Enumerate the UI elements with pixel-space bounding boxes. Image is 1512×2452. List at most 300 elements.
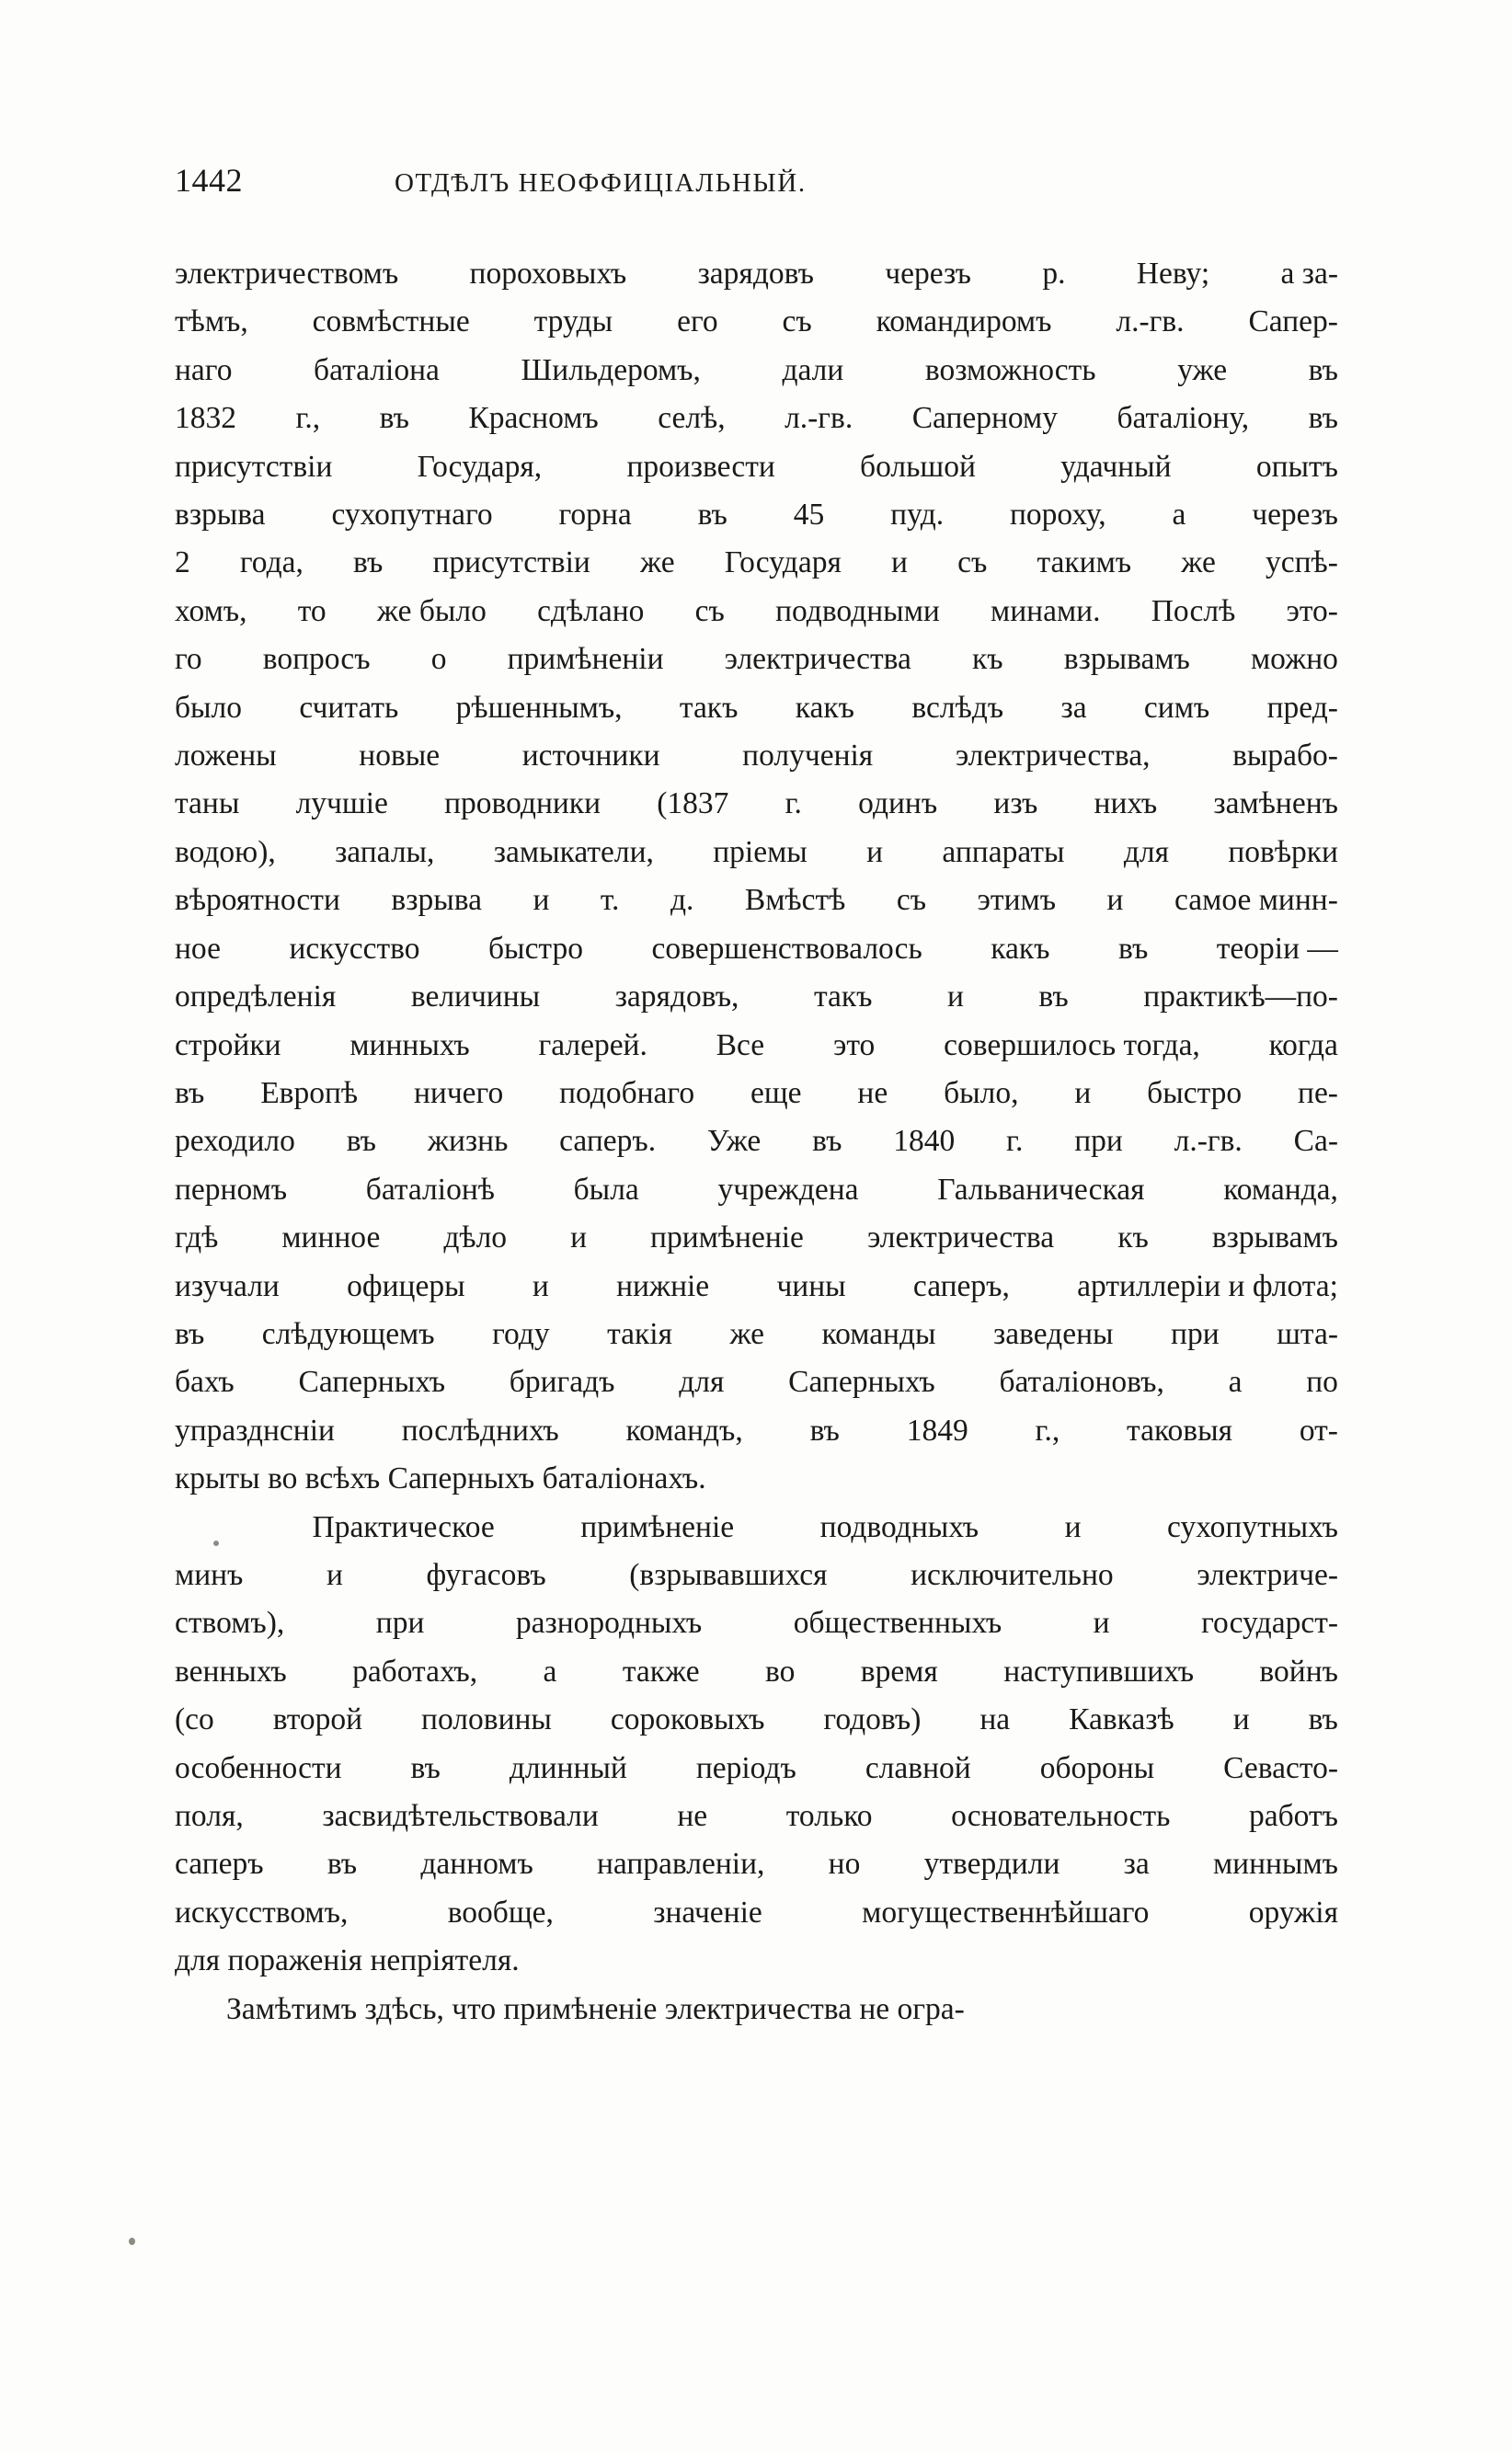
word: электриче-: [1197, 1557, 1338, 1592]
paragraph: [175, 1986, 1338, 2034]
word: вырабо-: [1232, 739, 1338, 773]
paper-speck: [213, 1541, 219, 1546]
text-line: [175, 250, 1338, 298]
word: го: [175, 642, 202, 677]
word: такъ: [813, 980, 873, 1014]
word: лучшіе: [295, 786, 388, 821]
word: Замѣтимъ: [226, 1991, 358, 2026]
running-title: ОТДѢЛЪ НЕОФФИЦІАЛЬНЫЙ.: [395, 168, 807, 198]
text-line: [175, 1117, 1338, 1165]
word: такимъ: [1037, 545, 1132, 580]
word: примѣненіе: [580, 1509, 735, 1544]
word: какъ: [795, 690, 855, 725]
word: въ: [326, 1847, 358, 1882]
word: удачный: [1060, 449, 1172, 484]
word: значеніе: [653, 1895, 762, 1930]
word: величины: [410, 980, 541, 1014]
word: источники: [521, 739, 660, 773]
text-line: [175, 1263, 1338, 1311]
word: на: [979, 1702, 1011, 1737]
word: въ: [1308, 401, 1338, 436]
word: при: [1074, 1124, 1123, 1159]
word: и: [1064, 1509, 1082, 1544]
word: и: [326, 1557, 343, 1592]
word: годовъ): [823, 1702, 922, 1737]
word: хомъ,: [175, 593, 247, 628]
word: саперъ.: [559, 1124, 657, 1159]
word: нижніе: [616, 1268, 710, 1303]
word: можно: [1250, 642, 1338, 677]
text-line: [175, 780, 1338, 828]
word: же было: [376, 593, 487, 628]
text-line: [175, 395, 1338, 442]
word: (1837: [657, 786, 729, 821]
word: минами.: [991, 593, 1101, 628]
word: баталіонахъ.: [542, 1461, 706, 1496]
word: и: [533, 883, 550, 918]
word: и: [1093, 1606, 1110, 1641]
text-line: [175, 1552, 1338, 1599]
word: взрывамъ: [1211, 1220, 1338, 1255]
word: Неву;: [1136, 257, 1210, 291]
word: запалы,: [335, 834, 435, 869]
text-line: [175, 1889, 1338, 1937]
word: практикѣ—по-: [1143, 980, 1338, 1014]
word: работахъ,: [352, 1654, 478, 1689]
word: но: [828, 1847, 861, 1882]
word: общественныхъ: [793, 1606, 1002, 1641]
word: въ: [379, 401, 409, 436]
word: государст-: [1201, 1606, 1338, 1641]
word: съ: [782, 304, 812, 339]
word: здѣсь,: [364, 1991, 444, 2026]
word: въ: [410, 1750, 441, 1785]
word: второй: [272, 1702, 363, 1737]
word: же: [729, 1316, 765, 1351]
text-line: [175, 732, 1338, 780]
word: галерей.: [538, 1027, 647, 1062]
word: основательность: [951, 1799, 1171, 1833]
word: 45: [793, 498, 825, 533]
word: артиллеріи и флота;: [1077, 1268, 1338, 1303]
word: только: [785, 1799, 873, 1833]
word: Государя,: [417, 449, 543, 484]
word: къ: [1117, 1220, 1149, 1255]
word: баталіона: [314, 352, 440, 387]
word: замѣненъ: [1213, 786, 1338, 821]
word: Саперныхъ: [298, 1365, 446, 1400]
text-line: [175, 925, 1338, 973]
word: вопросъ: [262, 642, 371, 677]
word: когда: [1268, 1027, 1338, 1062]
word: присутствіи: [175, 449, 333, 484]
text-line: [175, 1358, 1338, 1406]
word: повѣрки: [1228, 834, 1338, 869]
text-line: [175, 1311, 1338, 1358]
word: Уже: [706, 1124, 762, 1159]
word: ствомъ),: [175, 1606, 285, 1641]
word: съ: [694, 593, 725, 628]
word: упразднсніи: [175, 1413, 335, 1448]
word: за: [1123, 1847, 1150, 1882]
word: 1849: [906, 1413, 968, 1448]
word: тѣмъ,: [175, 304, 248, 339]
word: совершилось тогда,: [944, 1027, 1200, 1062]
word: подобнаго: [559, 1075, 695, 1110]
word: проводники: [444, 786, 601, 821]
word: минныхъ: [349, 1027, 470, 1062]
word: дали: [782, 352, 844, 387]
word: считать: [299, 690, 399, 725]
text-line: [175, 491, 1338, 539]
word: что: [452, 1991, 497, 2026]
word: рѣшеннымъ,: [455, 690, 623, 725]
word: же: [1181, 545, 1216, 580]
word: сороковыхъ: [610, 1702, 765, 1737]
text-line: [175, 1696, 1338, 1744]
word: электричества,: [955, 739, 1151, 773]
word: это-: [1286, 593, 1338, 628]
word: Практическое: [312, 1509, 495, 1544]
word: (со: [175, 1702, 214, 1737]
paper-speck: [129, 2238, 135, 2245]
word: утвердили: [923, 1847, 1060, 1882]
word: л.-гв.: [785, 401, 853, 436]
word: вслѣдъ: [911, 690, 1004, 725]
word: г.,: [295, 401, 321, 436]
word: саперъ: [175, 1847, 264, 1882]
word: теоріи —: [1216, 931, 1338, 966]
word: въ: [346, 1124, 377, 1159]
word: могущественнѣйшаго: [862, 1895, 1150, 1930]
word: въ: [1038, 980, 1069, 1014]
word: нихъ: [1094, 786, 1158, 821]
word: а: [543, 1654, 557, 1689]
word: командъ,: [625, 1413, 743, 1448]
word: возможность: [924, 352, 1096, 387]
word: водою),: [175, 834, 276, 869]
page-header: [175, 161, 1343, 200]
word: подводныхъ: [819, 1509, 979, 1544]
word: ное: [175, 931, 221, 966]
text-line: [175, 1648, 1338, 1696]
word: черезъ: [885, 257, 971, 291]
word: взрыва: [175, 498, 266, 533]
word: не: [857, 1075, 888, 1110]
word: замыкатели,: [493, 834, 654, 869]
word: въ: [353, 545, 384, 580]
word: бахъ: [175, 1365, 235, 1400]
word: о: [430, 642, 447, 677]
word: и: [866, 834, 884, 869]
word: подводными: [775, 593, 940, 628]
word: при: [1171, 1316, 1220, 1351]
word: а: [1172, 498, 1186, 533]
word: л.-гв.: [1174, 1124, 1243, 1159]
word: дѣло: [443, 1220, 508, 1255]
word: такъ: [679, 690, 739, 725]
text-line: [175, 877, 1338, 924]
word: офицеры: [347, 1268, 465, 1303]
word: селѣ,: [658, 401, 726, 436]
word: и: [1106, 883, 1124, 918]
word: бригадъ: [509, 1365, 615, 1400]
word: длинный: [509, 1750, 627, 1785]
word: сухопутнаго: [331, 498, 493, 533]
word: аппараты: [942, 834, 1065, 869]
word: его: [677, 304, 718, 339]
word: электричества: [664, 1991, 852, 2026]
word: Саперному: [911, 401, 1058, 436]
word: и: [946, 980, 964, 1014]
word: сдѣлано: [537, 593, 645, 628]
text-line: [175, 588, 1338, 636]
word: Гальваническая: [937, 1172, 1145, 1207]
word: горна: [558, 498, 632, 533]
word: во: [268, 1461, 298, 1496]
word: вообще,: [447, 1895, 554, 1930]
word: въ: [1308, 1702, 1338, 1737]
word: ложены: [175, 739, 277, 773]
word: года,: [239, 545, 304, 580]
word: т.: [600, 883, 620, 918]
text-line: [175, 1840, 1338, 1888]
word: по: [1306, 1365, 1338, 1400]
word: примѣненіе: [503, 1991, 658, 2026]
text-line: [175, 347, 1338, 395]
word: одинъ: [858, 786, 938, 821]
word: самое минн-: [1174, 883, 1338, 918]
word: искусствомъ,: [175, 1895, 349, 1930]
word: и: [532, 1268, 549, 1303]
word: послѣднихъ: [401, 1413, 559, 1448]
word: г.: [785, 786, 802, 821]
word: это: [832, 1027, 876, 1062]
word: (взрывавшихся: [629, 1557, 828, 1592]
word: учреждена: [717, 1172, 859, 1207]
word: изъ: [993, 786, 1038, 821]
word: миннымъ: [1212, 1847, 1338, 1882]
word: огра-: [897, 1991, 965, 2026]
word: жизнь: [427, 1124, 509, 1159]
word: пораженія: [227, 1943, 363, 1978]
text-line: [175, 1986, 1338, 2034]
text-line: [175, 1599, 1338, 1647]
word: взрывамъ: [1063, 642, 1190, 677]
word: труды: [533, 304, 613, 339]
word: въ: [809, 1413, 840, 1448]
word: команда,: [1223, 1172, 1338, 1207]
word: 2: [175, 545, 190, 580]
text-line: [175, 636, 1338, 683]
word: а: [1228, 1365, 1243, 1400]
word: л.-гв.: [1116, 304, 1185, 339]
text-line: [175, 1166, 1338, 1214]
word: году: [492, 1316, 550, 1351]
word: баталіону,: [1117, 401, 1250, 436]
word: таны: [175, 786, 240, 821]
word: г.,: [1035, 1413, 1060, 1448]
word: полученія: [742, 739, 874, 773]
word: реходило: [175, 1124, 295, 1159]
word: электричества: [724, 642, 911, 677]
text-line: [175, 829, 1338, 877]
text-line: [175, 1504, 1338, 1552]
word: исключительно: [911, 1557, 1114, 1592]
word: также: [622, 1654, 700, 1689]
word: была: [573, 1172, 639, 1207]
word: время: [860, 1654, 938, 1689]
word: саперъ,: [912, 1268, 1010, 1303]
word: съ: [896, 883, 927, 918]
word: направленіи,: [597, 1847, 765, 1882]
word: Севасто-: [1223, 1750, 1338, 1785]
word: д.: [670, 883, 694, 918]
word: ничего: [413, 1075, 504, 1110]
word: славной: [865, 1750, 971, 1785]
word: пороховыхъ: [469, 257, 627, 291]
word: стройки: [175, 1027, 281, 1062]
word: Красномъ: [468, 401, 599, 436]
word: успѣ-: [1265, 545, 1338, 580]
word: от-: [1299, 1413, 1338, 1448]
word: и: [1232, 1702, 1250, 1737]
word: къ: [972, 642, 1003, 677]
word: минъ: [175, 1557, 244, 1592]
word: наго: [175, 352, 233, 387]
word: и: [891, 545, 908, 580]
word: а за-: [1280, 257, 1338, 291]
word: 1832: [175, 401, 236, 436]
word: совмѣстные: [312, 304, 470, 339]
word: гдѣ: [175, 1220, 219, 1255]
word: сухопутныхъ: [1167, 1509, 1338, 1544]
word: въ: [1308, 352, 1338, 387]
word: Саперныхъ: [788, 1365, 935, 1400]
word: произвести: [626, 449, 775, 484]
text-line: [175, 298, 1338, 346]
word: не: [859, 1991, 890, 2026]
word: изучали: [175, 1268, 280, 1303]
word: искусство: [289, 931, 420, 966]
word: г.: [1006, 1124, 1024, 1159]
word: Сапер-: [1248, 304, 1338, 339]
text-line: [175, 1455, 1338, 1503]
word: баталіонѣ: [365, 1172, 495, 1207]
word: особенности: [175, 1750, 342, 1785]
word: этимъ: [977, 883, 1057, 918]
word: быстро: [488, 931, 583, 966]
text-line: [175, 1793, 1338, 1840]
word: для: [175, 1943, 221, 1978]
word: р.: [1042, 257, 1066, 291]
word: и: [1074, 1075, 1092, 1110]
word: пріемы: [713, 834, 808, 869]
paragraph: [175, 1504, 1338, 1986]
word: венныхъ: [175, 1654, 287, 1689]
word: командиромъ: [876, 304, 1052, 339]
text-line: [175, 1407, 1338, 1455]
word: уже: [1177, 352, 1228, 387]
word: наступившихъ: [1003, 1654, 1195, 1689]
word: взрыва: [391, 883, 482, 918]
word: войнъ: [1259, 1654, 1338, 1689]
word: же: [640, 545, 675, 580]
word: въ: [1118, 931, 1149, 966]
word: пред-: [1266, 690, 1338, 725]
page-body: [175, 250, 1338, 2034]
paragraph: [175, 250, 1338, 1504]
word: примѣненіе: [650, 1220, 804, 1255]
word: было: [175, 690, 243, 725]
word: работъ: [1249, 1799, 1338, 1833]
word: періодъ: [695, 1750, 796, 1785]
word: Са-: [1293, 1124, 1338, 1159]
text-line: [175, 539, 1338, 587]
word: вѣроятности: [175, 883, 340, 918]
word: какъ: [991, 931, 1050, 966]
word: съ: [957, 545, 988, 580]
text-line: [175, 973, 1338, 1021]
word: перномъ: [175, 1172, 288, 1207]
word: для: [679, 1365, 725, 1400]
word: разнородныхъ: [515, 1606, 703, 1641]
word: большой: [860, 449, 976, 484]
word: Вмѣстѣ: [744, 883, 846, 918]
word: пуд.: [890, 498, 945, 533]
word: совершенствовалось: [651, 931, 922, 966]
word: Государя: [724, 545, 842, 580]
word: еще: [750, 1075, 802, 1110]
word: опредѣленія: [175, 980, 337, 1014]
text-line: [175, 684, 1338, 732]
word: поля,: [175, 1799, 244, 1833]
word: опытъ: [1255, 449, 1338, 484]
word: въ: [697, 498, 727, 533]
word: Шильдеромъ,: [521, 352, 701, 387]
word: фугасовъ: [426, 1557, 546, 1592]
word: зарядовъ: [697, 257, 814, 291]
word: таковыя: [1127, 1413, 1233, 1448]
page-number: 1442: [175, 162, 243, 199]
word: минное: [281, 1220, 381, 1255]
word: заведены: [993, 1316, 1114, 1351]
word: данномъ: [420, 1847, 533, 1882]
word: черезъ: [1252, 498, 1338, 533]
word: электричествомъ: [175, 257, 399, 291]
word: чины: [776, 1268, 846, 1303]
word: за: [1060, 690, 1087, 725]
word: не: [677, 1799, 708, 1833]
word: команды: [821, 1316, 936, 1351]
word: засвидѣтельствовали: [322, 1799, 599, 1833]
word: Саперныхъ: [387, 1461, 535, 1496]
word: обороны: [1039, 1750, 1155, 1785]
text-line: [175, 443, 1338, 491]
text-line: [175, 1214, 1338, 1262]
word: было,: [944, 1075, 1019, 1110]
word: всѣхъ: [304, 1461, 381, 1496]
word: въ: [812, 1124, 842, 1159]
text-line: [175, 1070, 1338, 1117]
word: электричества: [866, 1220, 1055, 1255]
word: слѣдующемъ: [261, 1316, 435, 1351]
word: симъ: [1143, 690, 1210, 725]
word: половины: [421, 1702, 552, 1737]
word: Послѣ: [1151, 593, 1236, 628]
text-line: [175, 1022, 1338, 1070]
word: то: [297, 593, 326, 628]
